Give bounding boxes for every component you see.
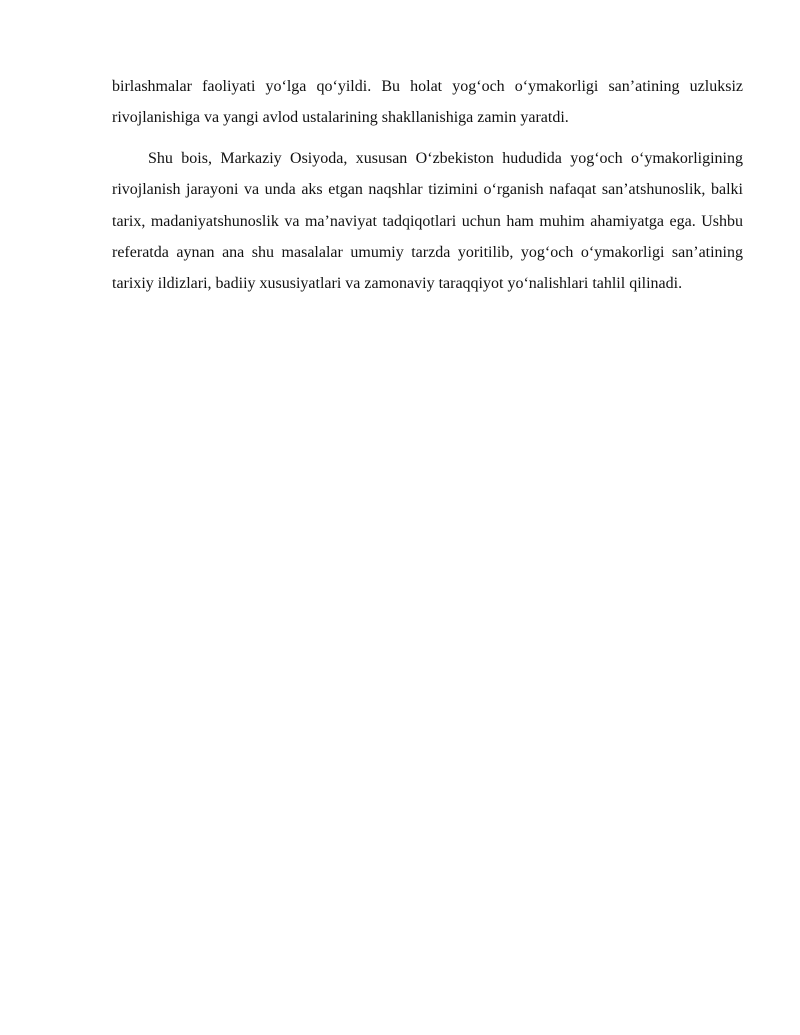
paragraph-continued: birlashmalar faoliyati yo‘lga qo‘yildi. Bu holat yog‘och o‘ymakorligi san’atining uzluksiz rivojlanishiga va yangi avlod ustalarining shakllanishiga zamin yaratdi.: [112, 78, 743, 127]
document-body: [112, 71, 743, 300]
paragraph-indented: Shu bois, Markaziy Osiyoda, xususan O‘zbekiston hududida yog‘och o‘ymakorligining rivojlanish jarayoni va unda aks etgan naqshlar tizimini o‘rganish nafaqat san’atshunoslik, balki tarix, madaniyatshunoslik va ma’naviyat tadqiqotlari uchun ham muhim ahamiyatga ega. Ushbu referatda aynan ana shu masalalar umumiy tarzda yoritilib, yog‘och o‘ymakorligi san’atining tarixiy ildizlari, badiiy xususiyatlari va zamonaviy taraqqiyot yo‘nalishlari tahlil qilinadi.: [112, 149, 743, 293]
